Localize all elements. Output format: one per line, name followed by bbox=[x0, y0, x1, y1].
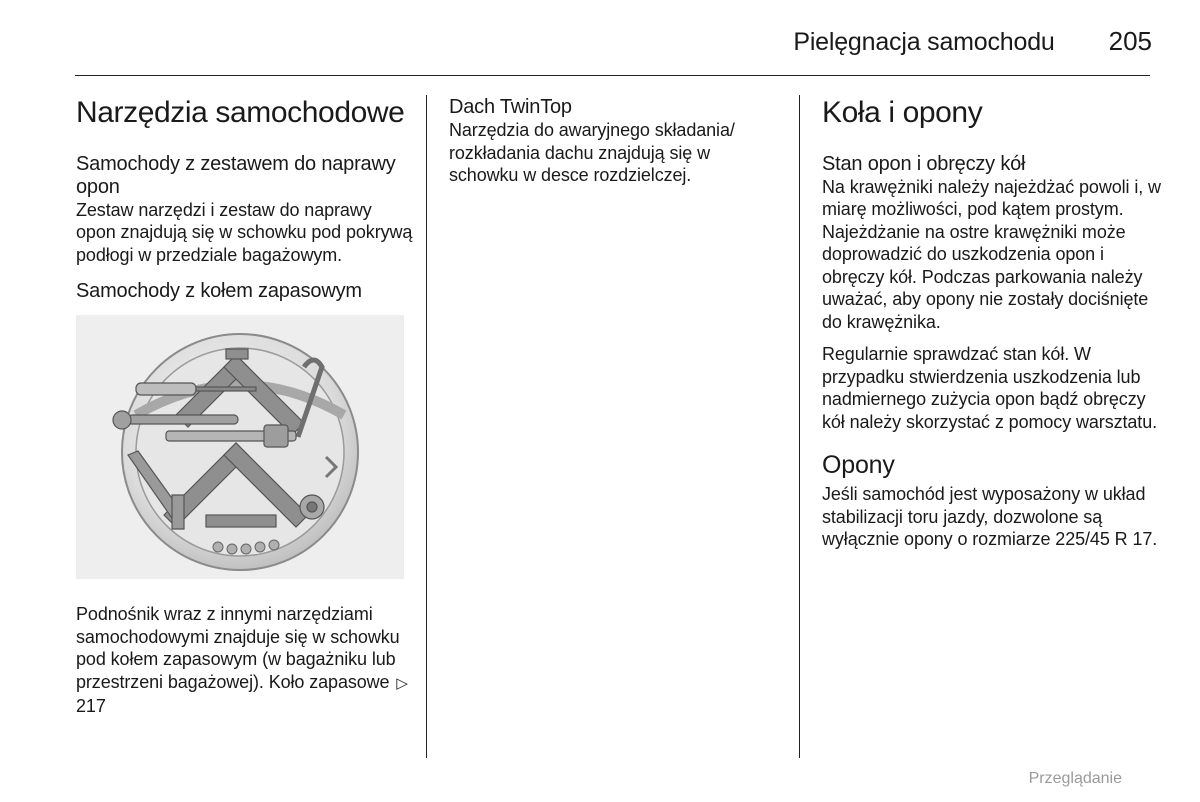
section-title: Pielęgnacja samochodu bbox=[793, 28, 1055, 56]
column-tools bbox=[76, 96, 416, 718]
column-wheels-tyres bbox=[822, 96, 1162, 551]
subheading-twintop-roof: Dach TwinTop bbox=[449, 96, 572, 118]
column-twintop bbox=[449, 96, 784, 187]
text-twintop-roof: Narzędzia do awaryjnego składania/ rozkładania dachu znajdują się w schowku w desce rozdzielczej. bbox=[449, 120, 735, 185]
subheading-tyre-repair-kit: Samochody z zestawem do naprawy opon bbox=[76, 152, 396, 198]
footer-watermark: Przeglądanie bbox=[1028, 770, 1122, 787]
subheading-tyre-rim-condition: Stan opon i obręczy kół bbox=[822, 152, 1026, 175]
text-tyre-size: Jeśli samochód jest wyposażony w układ stabilizacji toru jazdy, dozwolone są wyłącznie opony o rozmiarze 225/45 R 17. bbox=[822, 484, 1158, 549]
heading-vehicle-tools: Narzędzia samochodowe bbox=[76, 96, 405, 129]
reference-page[interactable]: 217 bbox=[76, 696, 106, 716]
text-kerb-advice: Na krawężniki należy najeżdżać powoli i, w miarę możliwości, pod kątem prostym. Najeżdżanie na ostre krawężniki może doprowadzić do uszkodzenia opon i obręczy kół. Podczas parkowania należy uważać, aby opony nie zostały dociśnięte do krawężnika. bbox=[822, 176, 1161, 332]
header-rule bbox=[75, 75, 1150, 76]
subheading-tyres: Opony bbox=[822, 451, 895, 479]
text-tyre-repair-kit: Zestaw narzędzi i zestaw do naprawy opon znajdują się w schowku pod pokrywą podłogi w przedziale bagażowym. bbox=[76, 199, 413, 265]
column-divider-left bbox=[426, 95, 427, 758]
column-divider-right bbox=[799, 95, 800, 758]
page-number: 205 bbox=[1108, 26, 1152, 56]
subheading-spare-wheel: Samochody z kołem zapasowym bbox=[76, 280, 362, 302]
heading-wheels-tyres: Koła i opony bbox=[822, 96, 983, 129]
text-regular-check: Regularnie sprawdzać stan kół. W przypadku stwierdzenia uszkodzenia lub nadmiernego zużycia opon bądź obręczy kół należy skorzystać z pomocy warsztatu. bbox=[822, 344, 1158, 432]
text-spare-wheel-tools bbox=[76, 603, 416, 718]
arrow-reference-icon: ▷ bbox=[396, 674, 408, 692]
running-head bbox=[793, 26, 1152, 57]
text-spare-wheel-body: Podnośnik wraz z innymi narzędziami samochodowymi znajduje się w schowku pod kołem zapasowym (w bagażniku lub przestrzeni bagażowej). Koło zapasowe bbox=[76, 604, 400, 692]
spare-wheel-tools-illustration bbox=[76, 315, 404, 579]
